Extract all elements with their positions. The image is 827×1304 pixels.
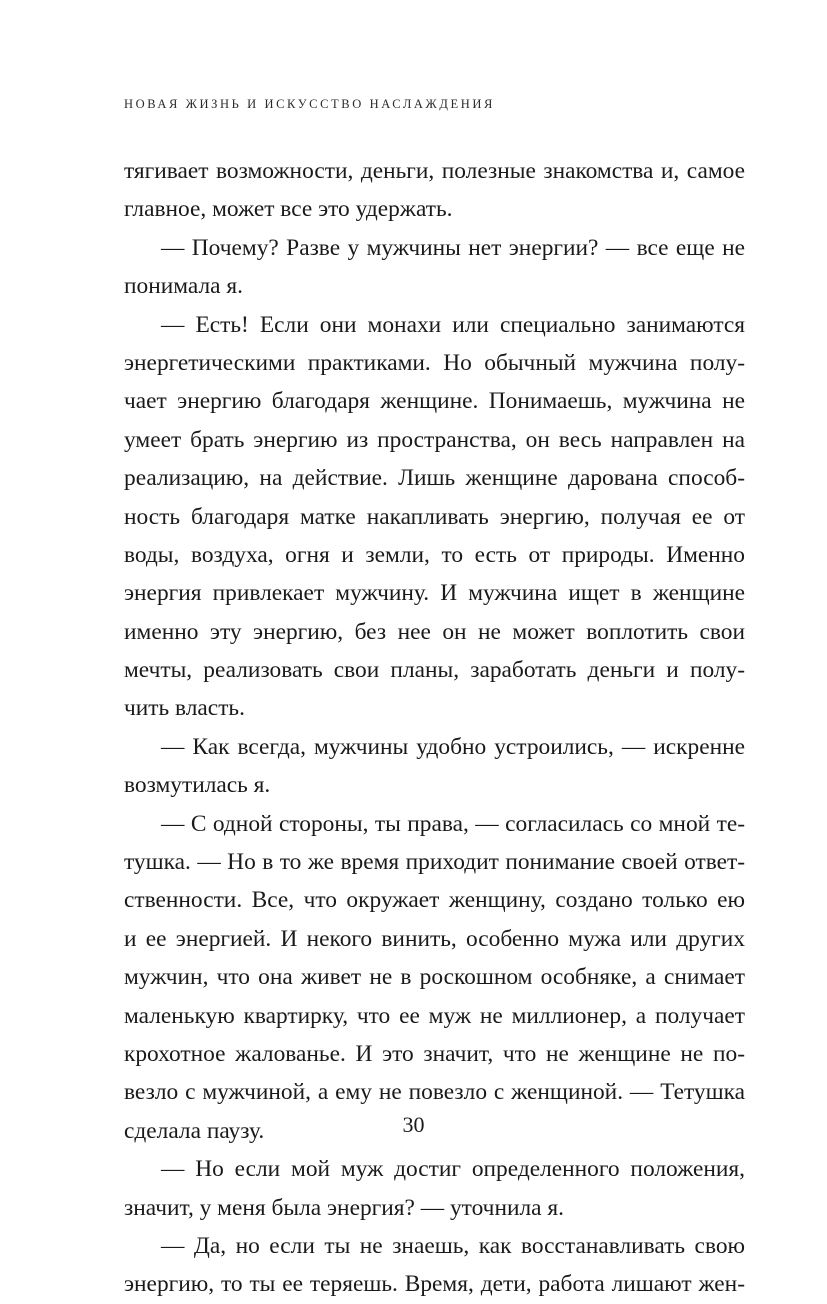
text-line: — Как всегда, мужчины удобно устроились, — искренне — [161, 733, 745, 760]
text-line: тушка. — Но в то же время приходит понимание своей ответ- — [124, 849, 745, 876]
text-line: крохотное жалованье. И это значит, что не женщине не по- — [124, 1040, 745, 1067]
text-line: энергия привлекает мужчину. И мужчина ищет в женщине — [124, 580, 745, 607]
text-line: мужчин, что она живет не в роскошном особняке, а снимает — [124, 964, 745, 991]
text-line: тягивает возможности, деньги, полезные знакомства и, самое — [124, 158, 745, 184]
text-line: — Почему? Разве у мужчины нет энергии? — все еще не — [161, 234, 745, 261]
text-line: значит, у меня была энергия? — уточнила я. — [124, 1194, 564, 1221]
text-line: — Но если мой муж достиг определенного положения, — [161, 1156, 745, 1183]
text-line: именно эту энергию, без нее он не может воплотить свои — [124, 618, 745, 645]
text-line: воды, воздуха, огня и земли, то есть от природы. Именно — [124, 541, 745, 568]
text-line: и ее энергией. И некого винить, особенно мужа или других — [124, 925, 745, 952]
text-line: понимала я. — [124, 273, 243, 300]
text-line: умеет брать энергию из пространства, он весь направлен на — [124, 426, 745, 453]
text-line: — С одной стороны, ты права, — согласилась со мной те- — [161, 810, 745, 837]
text-line: — Есть! Если они монахи или специально занимаются — [161, 311, 745, 338]
text-line: — Да, но если ты не знаешь, как восстанавливать свою — [161, 1232, 745, 1259]
text-line: энергию, то ты ее теряешь. Время, дети, работа лишают жен- — [124, 1271, 745, 1298]
text-line: ственности. Все, что окружает женщину, создано только ею — [124, 887, 745, 914]
text-line: возмутилась я. — [124, 772, 271, 799]
text-line: мечты, реализовать свои планы, заработать деньги и полу- — [124, 657, 745, 684]
text-line: энергетическими практиками. Но обычный мужчина полу- — [124, 349, 745, 376]
text-line: чает энергию благодаря женщине. Понимаешь, мужчина не — [124, 388, 745, 415]
text-line: маленькую квартирку, что ее муж не миллионер, а получает — [124, 1002, 745, 1029]
text-line: главное, может все это удержать. — [124, 196, 453, 223]
text-line: ность благодаря матке накапливать энергию, получая ее от — [124, 503, 745, 530]
text-line: везло с мужчиной, а ему не повезло с женщиной. — Тетушка — [124, 1079, 745, 1106]
text-line: сделала паузу. — [124, 1117, 265, 1144]
text-line: чить власть. — [124, 695, 245, 722]
running-header: НОВАЯ ЖИЗНЬ И ИСКУССТВО НАСЛАЖДЕНИЯ — [124, 97, 495, 111]
page-number: 30 — [402, 1112, 425, 1137]
text-line: реализацию, на действие. Лишь женщине дарована способ- — [124, 465, 745, 492]
